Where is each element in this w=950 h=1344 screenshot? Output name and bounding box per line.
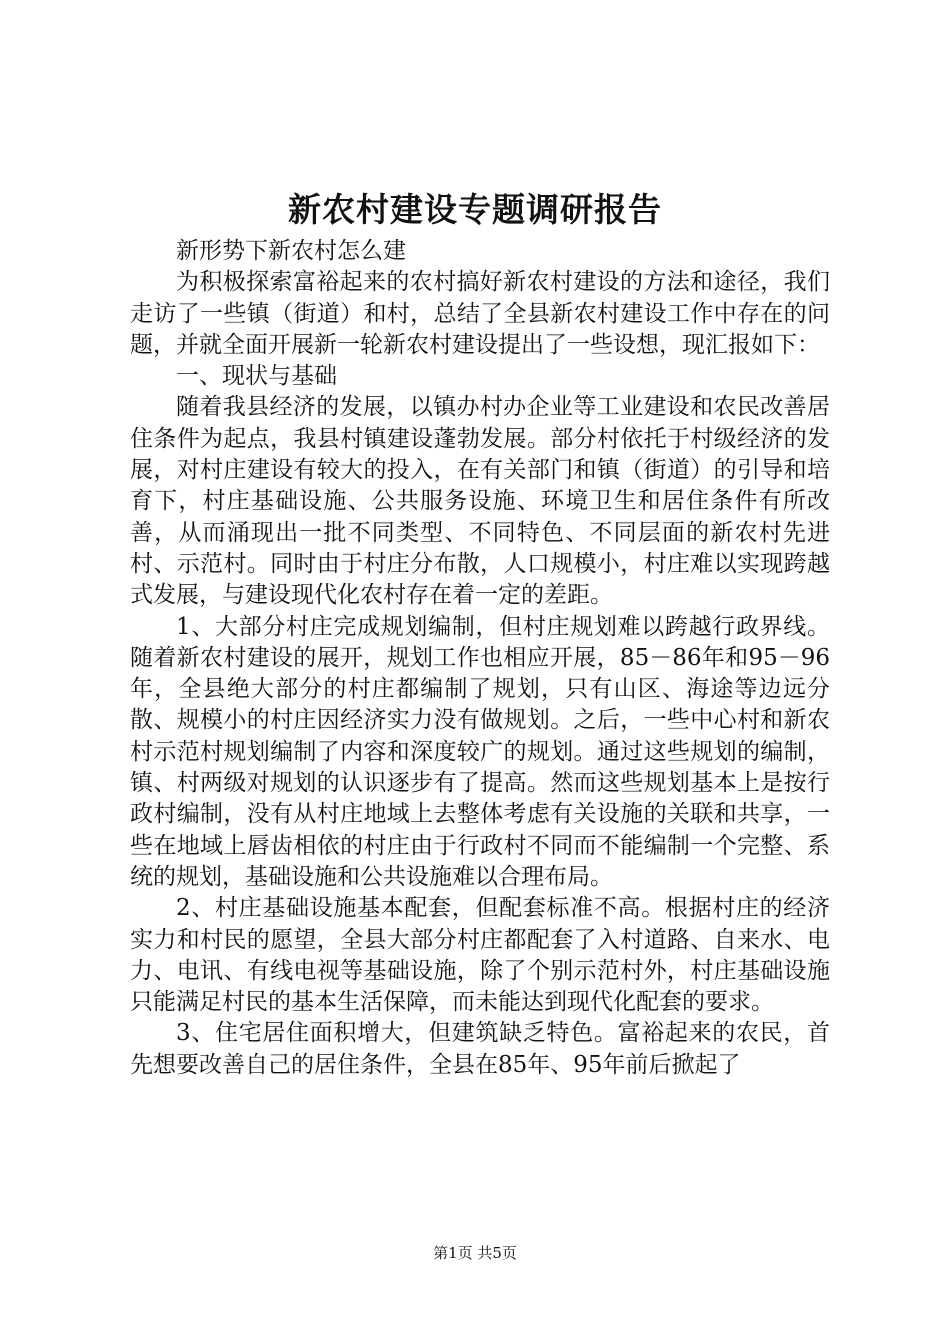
page-number: 第1页 共5页 — [433, 1244, 517, 1262]
section-heading: 一、现状与基础 — [176, 363, 337, 390]
body-paragraph: 随着我县经济的发展，以镇办村办企业等工业建设和农民改善居住条件为起点，我县村镇建设蓬勃发展。部分村依托于村级经济的发展，对村庄建设有较大的投入，在有关部门和镇（街道）的引导和培育下，村庄基础设施、公共服务设施、环境卫生和居住条件有所改善，从而涌现出一批不同类型、不同特色、不同层面的新农村先进村、示范村。同时由于村庄分布散，人口规模小，村庄难以实现跨越式发展，与建设现代化农村存在着一定的差距。 — [130, 394, 830, 609]
intro-paragraph: 为积极探索富裕起来的农村搞好新农村建设的方法和途径，我们走访了一些镇（街道）和村，总结了全县新农村建设工作中存在的问题，并就全面开展新一轮新农村建设提出了一些设想，现汇报如下： — [130, 269, 830, 358]
body-paragraph: 2、村庄基础设施基本配套，但配套标准不高。根据村庄的经济实力和村民的愿望，全县大部分村庄都配套了入村道路、自来水、电力、电讯、有线电视等基础设施，除了个别示范村外，村庄基础设施只能满足村民的基本生活保障，而未能达到现代化配套的要求。 — [130, 895, 830, 1016]
body-paragraph: 1、大部分村庄完成规划编制，但村庄规划难以跨越行政界线。随着新农村建设的展开，规划工作也相应开展，85－86年和95－96年，全县绝大部分的村庄都编制了规划，只有山区、海途等边远分散、规模小的村庄因经济实力没有做规划。之后，一些中心村和新农村示范村规划编制了内容和深度较广的规划。通过这些规划的编制，镇、村两级对规划的认识逐步有了提高。然而这些规划基本上是按行政村编制，没有从村庄地域上去整体考虑有关设施的关联和共享，一些在地域上唇齿相依的村庄由于行政村不同而不能编制一个完整、系统的规划，基础设施和公共设施难以合理布局。 — [130, 613, 830, 890]
body-paragraph: 3、住宅居住面积增大，但建筑缺乏特色。富裕起来的农民，首先想要改善自己的居住条件，全县在85年、95年前后掀起了 — [130, 1020, 830, 1078]
section-subtitle: 新形势下新农村怎么建 — [176, 238, 406, 264]
document-title: 新农村建设专题调研报告 — [288, 190, 662, 229]
document-body — [130, 236, 830, 1081]
